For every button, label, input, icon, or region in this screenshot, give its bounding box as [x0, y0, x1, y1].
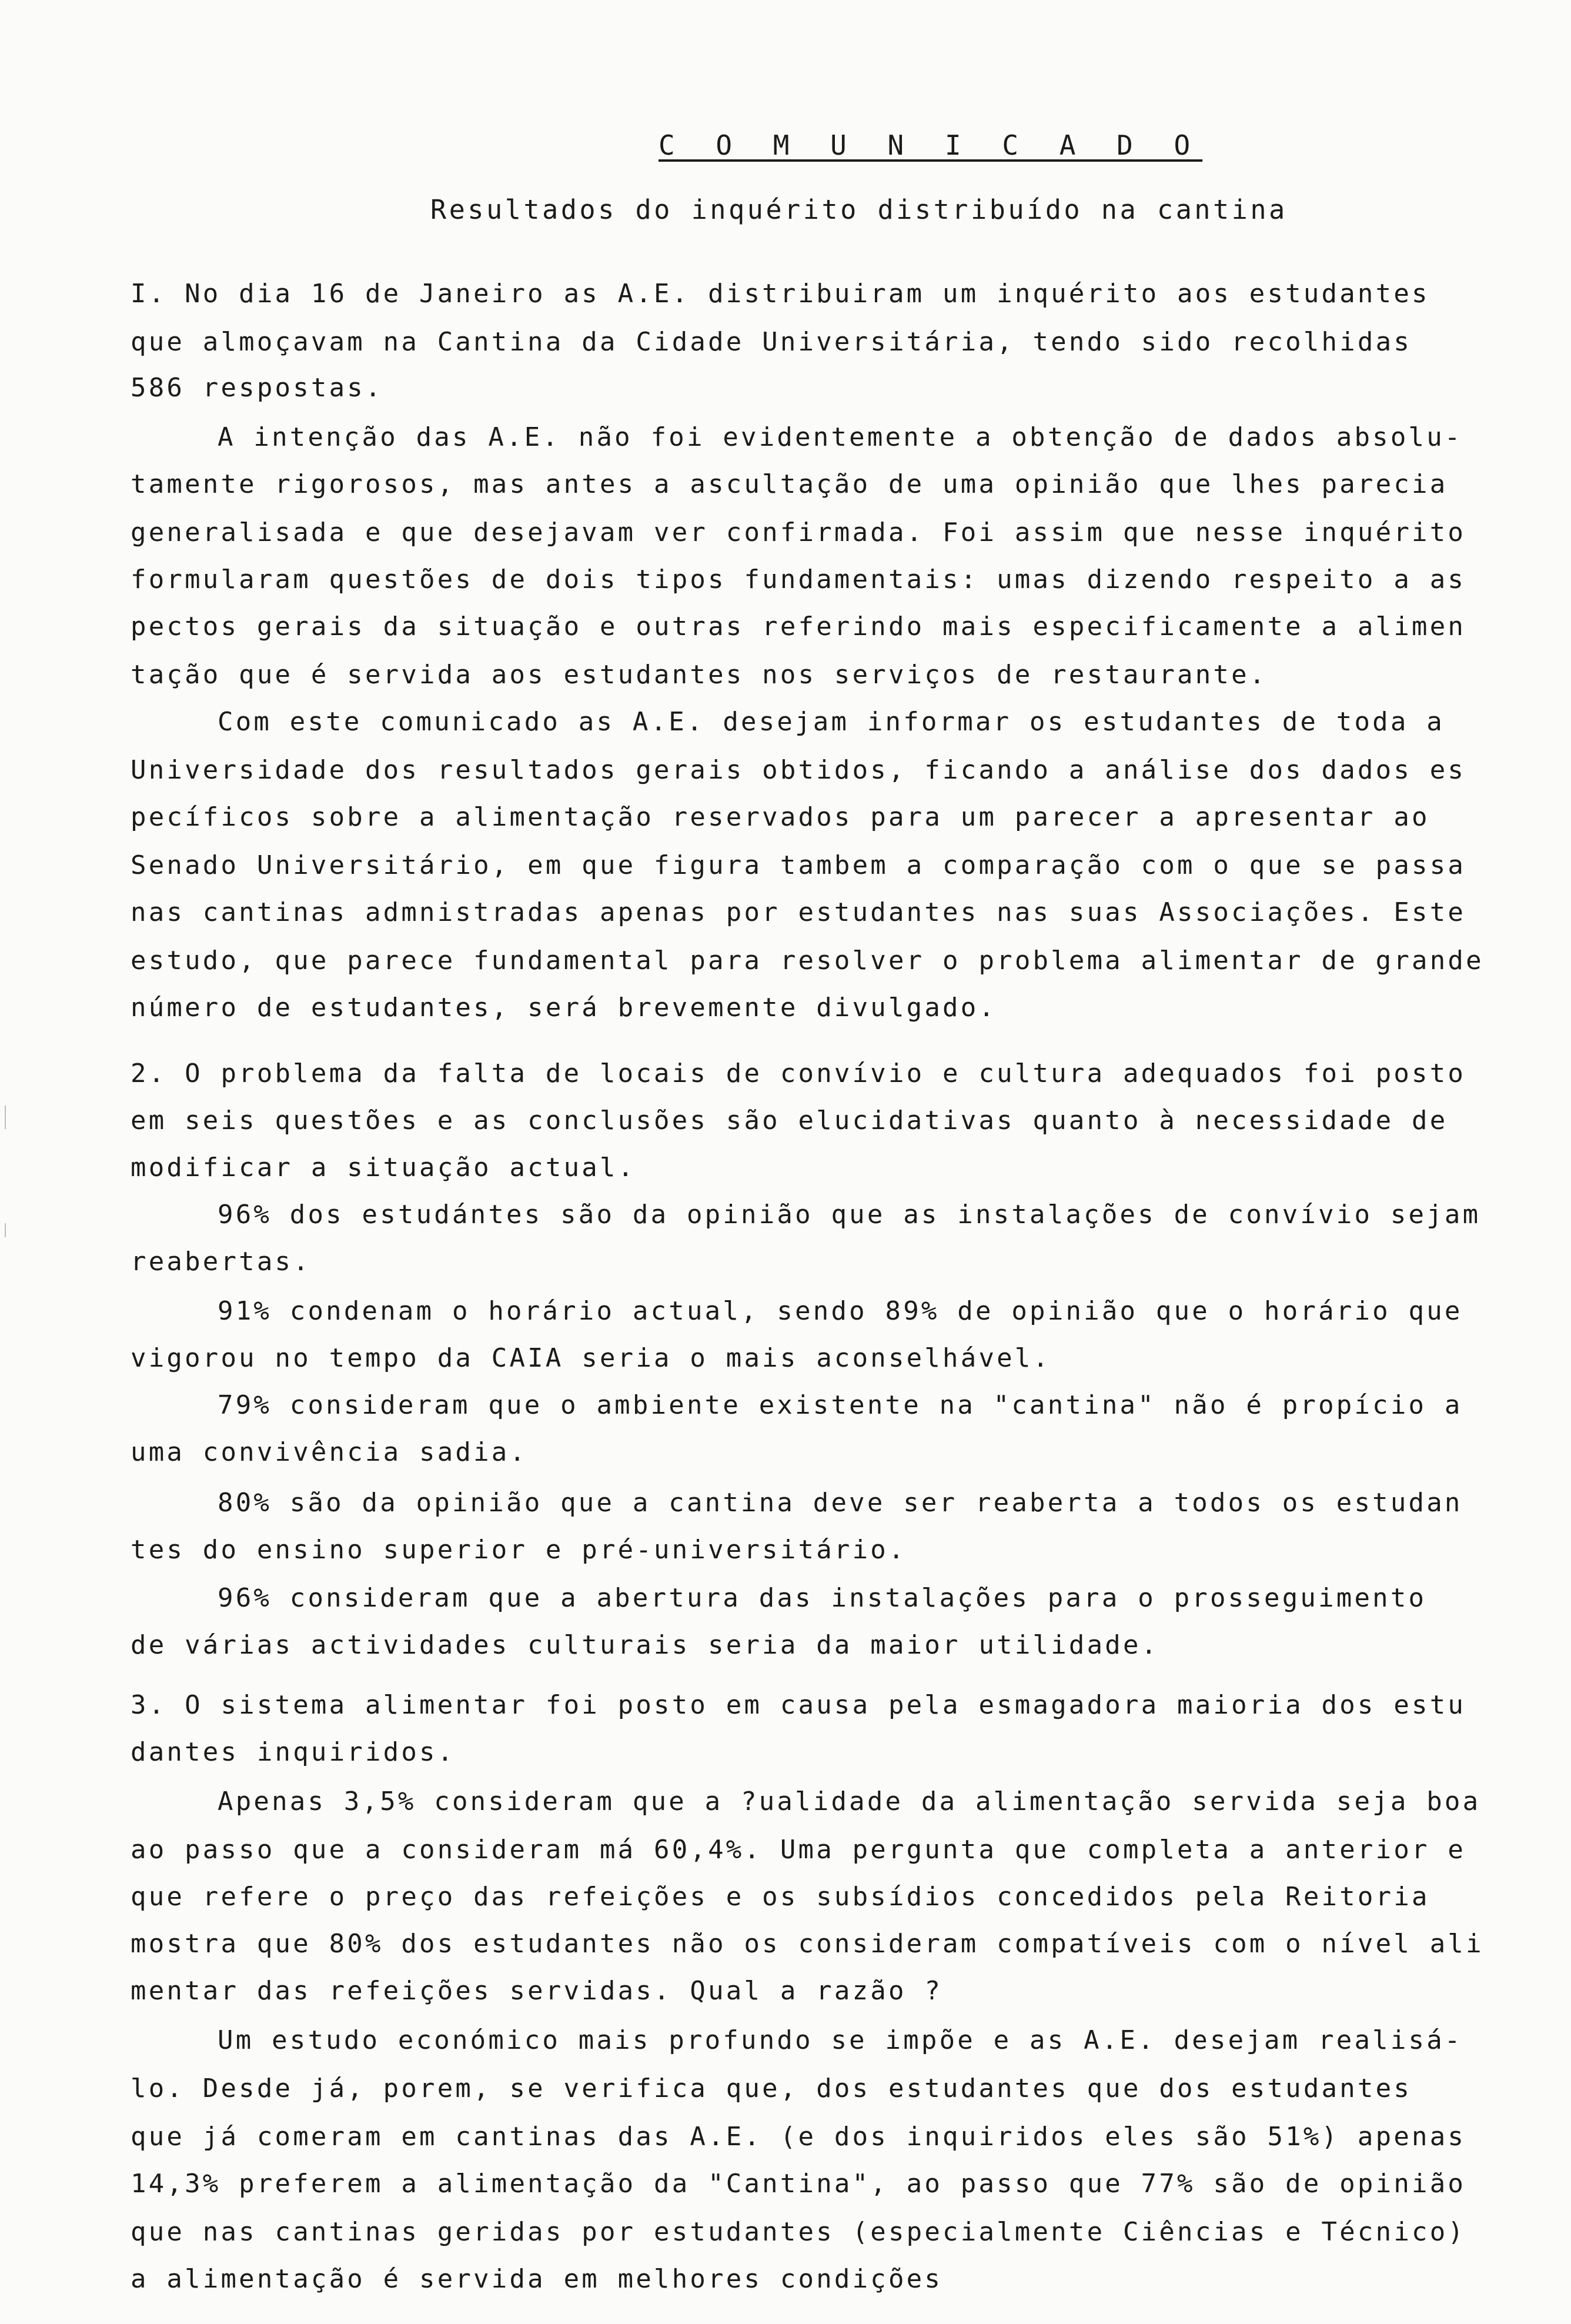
text-line-15: estudo, que parece fundamental para resolver o problema alimentar de grande: [131, 946, 1484, 976]
scan-margin-mark: [5, 1106, 6, 1129]
text-line-10: Com este comunicado as A.E. desejam informar os estudantes de toda a: [218, 707, 1445, 737]
text-line-24: 79% consideram que o ambiente existente na "cantina" não é propício a: [218, 1390, 1463, 1420]
text-line-4: A intenção das A.E. não foi evidentemente a obtenção de dados absolu-: [218, 422, 1463, 452]
text-line-17: 2. O problema da falta de locais de convívio e cultura adequados foi posto: [131, 1059, 1466, 1088]
text-line-12: pecíficos sobre a alimentação reservados para um parecer a apresentar ao: [131, 802, 1430, 832]
document-title: C O M U N I C A D O: [659, 129, 1203, 161]
text-line-39: que já comeram em cantinas das A.E. (e dos inquiridos eles são 51%) apenas: [131, 2122, 1466, 2152]
text-line-41: que nas cantinas geridas por estudantes (especialmente Ciências e Técnico): [131, 2217, 1466, 2247]
text-line-31: dantes inquiridos.: [131, 1737, 456, 1767]
text-line-29: de várias actividades culturais seria da maior utilidade.: [131, 1630, 1159, 1660]
text-line-7: formularam questões de dois tipos fundamentais: umas dizendo respeito a as: [131, 565, 1466, 595]
text-line-11: Universidade dos resultados gerais obtidos, ficando a análise dos dados es: [131, 755, 1466, 785]
text-line-32: Apenas 3,5% consideram que a ?ualidade da alimentação servida seja boa: [218, 1787, 1481, 1817]
text-line-18: em seis questões e as conclusões são elucidativas quanto à necessidade de: [131, 1106, 1448, 1136]
text-line-20: 96% dos estudántes são da opinião que as instalações de convívio sejam: [218, 1200, 1481, 1230]
text-line-9: tação que é servida aos estudantes nos serviços de restaurante.: [131, 660, 1268, 690]
text-line-38: lo. Desde já, porem, se verifica que, dos estudantes que dos estudantes: [131, 2073, 1412, 2103]
text-line-34: que refere o preço das refeições e os subsídios concedidos pela Reitoria: [131, 1882, 1430, 1912]
text-line-28: 96% consideram que a abertura das instalações para o prosseguimento: [218, 1583, 1427, 1613]
text-line-26: 80% são da opinião que a cantina deve ser reaberta a todos os estudan: [218, 1488, 1463, 1518]
document-subtitle: Resultados do inquérito distribuído na cantina: [430, 194, 1288, 225]
text-line-13: Senado Universitário, em que figura tambem a comparação com o que se passa: [131, 850, 1466, 880]
text-line-21: reabertas.: [131, 1247, 311, 1277]
text-line-35: mostra que 80% dos estudantes não os consideram compatíveis com o nível ali: [131, 1929, 1484, 1959]
scan-margin-mark: [5, 1223, 6, 1237]
text-line-16: número de estudantes, será brevemente divulgado.: [131, 993, 997, 1023]
text-line-2: que almoçavam na Cantina da Cidade Universitária, tendo sido recolhidas: [131, 327, 1412, 357]
text-line-3: 586 respostas.: [131, 373, 383, 403]
text-line-33: ao passo que a consideram má 60,4%. Uma pergunta que completa a anterior e: [131, 1835, 1466, 1865]
text-line-23: vigorou no tempo da CAIA seria o mais aconselhável.: [131, 1343, 1051, 1373]
text-line-19: modificar a situação actual.: [131, 1153, 636, 1183]
text-line-14: nas cantinas admnistradas apenas por estudantes nas suas Associações. Este: [131, 897, 1466, 927]
text-line-22: 91% condenam o horário actual, sendo 89% de opinião que o horário que: [218, 1296, 1463, 1326]
text-line-8: pectos gerais da situação e outras referindo mais especificamente a alimen: [131, 612, 1466, 642]
text-line-37: Um estudo económico mais profundo se impõe e as A.E. desejam realisá-: [218, 2025, 1463, 2055]
text-line-27: tes do ensino superior e pré-universitário.: [131, 1535, 907, 1565]
text-line-6: generalisada e que desejavam ver confirmada. Foi assim que nesse inquérito: [131, 517, 1466, 547]
text-line-1: I. No dia 16 de Janeiro as A.E. distribuiram um inquérito aos estudantes: [131, 279, 1430, 309]
text-line-40: 14,3% preferem a alimentação da "Cantina", ao passo que 77% são de opinião: [131, 2169, 1466, 2199]
text-line-36: mentar das refeições servidas. Qual a razão ?: [131, 1976, 943, 2006]
text-line-25: uma convivência sadia.: [131, 1437, 528, 1467]
text-line-42: a alimentação é servida em melhores condições: [131, 2264, 943, 2294]
text-line-5: tamente rigorosos, mas antes a ascultação de uma opinião que lhes parecia: [131, 469, 1448, 499]
text-line-30: 3. O sistema alimentar foi posto em causa pela esmagadora maioria dos estu: [131, 1690, 1466, 1720]
